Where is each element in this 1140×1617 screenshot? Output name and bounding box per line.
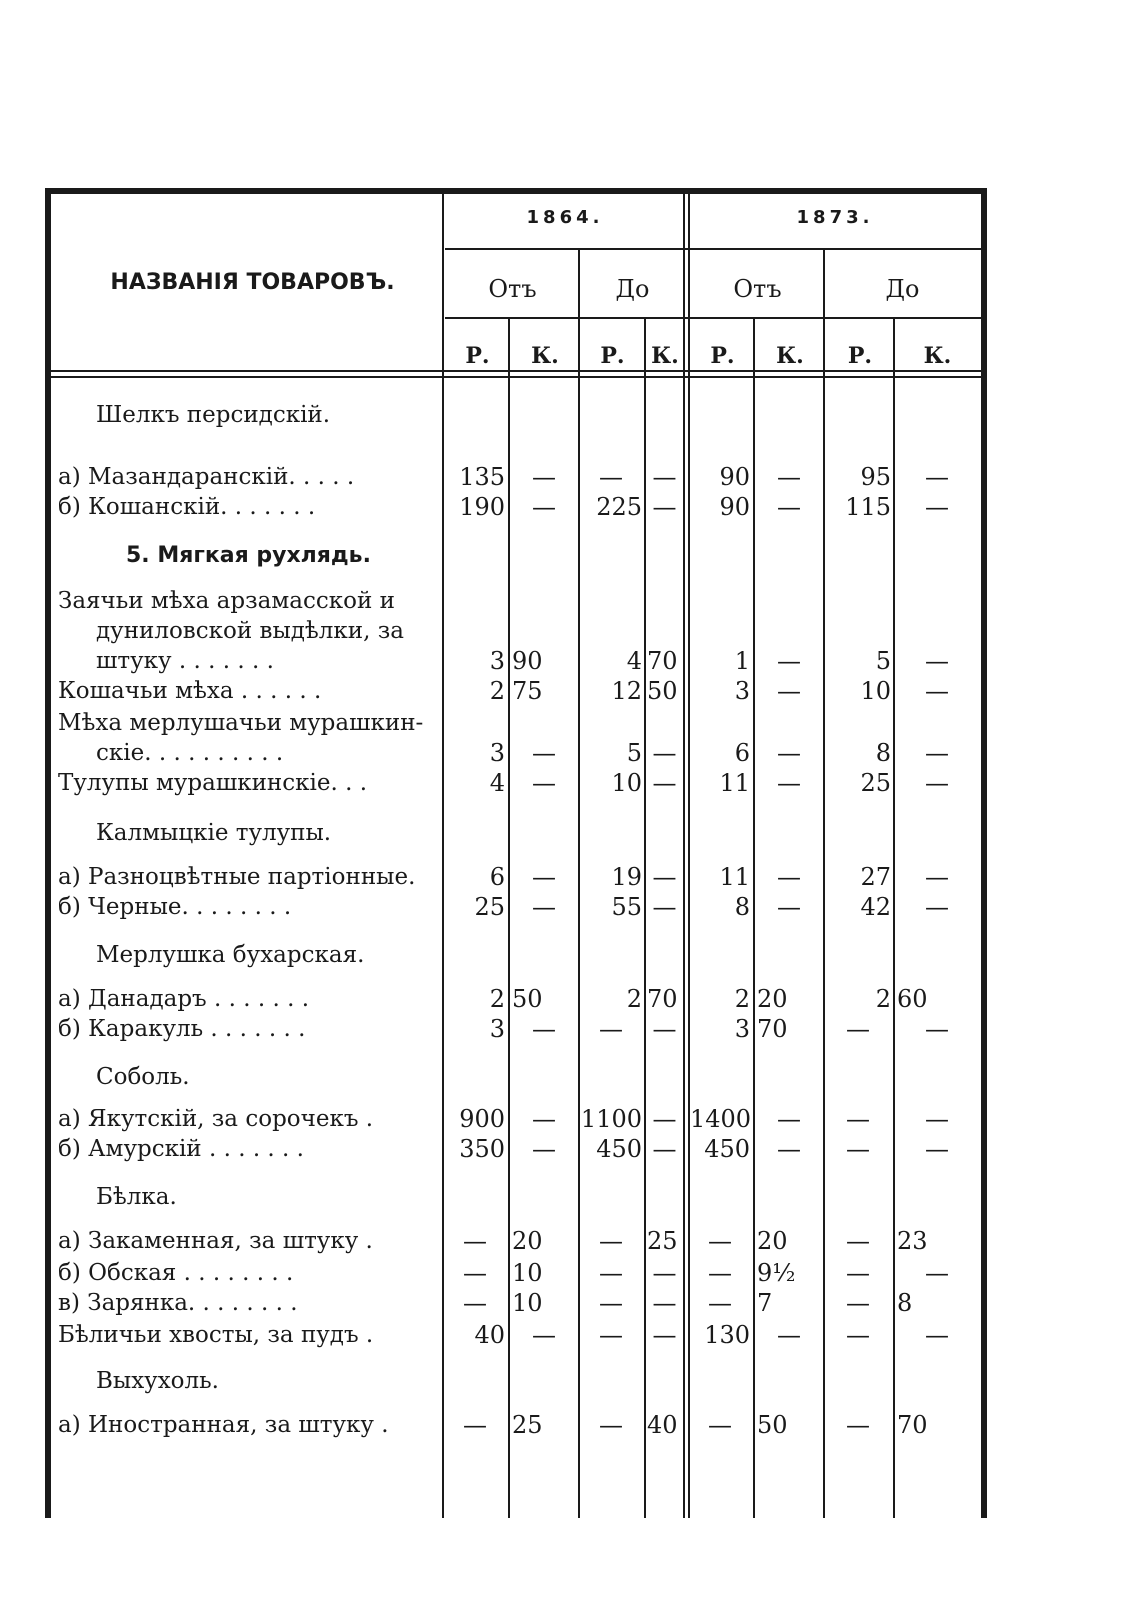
table-row — [0, 1062, 1140, 1093]
rubles-cell: 3 — [489, 739, 505, 767]
table-row — [0, 768, 1140, 799]
kop-header: К. — [651, 343, 679, 369]
kopecks-cell: 10 — [512, 1259, 543, 1287]
year-1873-header: 1873. — [796, 207, 874, 228]
item-label: Заячьи мѣха арзамасской и — [58, 588, 395, 614]
rubles-cell: — — [846, 1135, 870, 1163]
rubles-cell: — — [599, 463, 623, 491]
rub-header: Р. — [847, 343, 873, 369]
group-heading: Бѣлка. — [96, 1184, 177, 1210]
rubles-cell: — — [463, 1259, 487, 1287]
table-row — [0, 540, 1140, 571]
item-label: б) Каракуль . . . . . . . — [58, 1016, 306, 1042]
item-label: б) Амурскій . . . . . . . — [58, 1136, 304, 1162]
kopecks-cell: 40 — [647, 1411, 678, 1439]
group-heading: Выхухоль. — [96, 1368, 219, 1394]
kopecks-cell: 25 — [512, 1411, 543, 1439]
kopecks-cell: — — [777, 677, 801, 705]
kop-header: К. — [531, 343, 559, 369]
rubles-cell: 40 — [474, 1321, 505, 1349]
kopecks-cell: 70 — [757, 1015, 788, 1043]
rubles-cell: 25 — [860, 769, 891, 797]
kopecks-cell: — — [925, 893, 949, 921]
from-1864-header: Отъ — [488, 275, 537, 303]
rubles-cell: — — [846, 1105, 870, 1133]
kopecks-cell: — — [925, 1105, 949, 1133]
kopecks-cell: — — [777, 893, 801, 921]
kopecks-cell: — — [532, 1321, 556, 1349]
rubles-cell: — — [599, 1259, 623, 1287]
table-row — [0, 1014, 1140, 1045]
kopecks-cell: — — [777, 463, 801, 491]
rub-header: Р. — [465, 343, 490, 369]
rubles-cell: 4 — [626, 647, 642, 675]
item-label: Кошачьи мѣха . . . . . . — [58, 678, 322, 704]
kopecks-cell: — — [777, 739, 801, 767]
header-double-rule — [51, 376, 981, 378]
kopecks-cell: — — [652, 1015, 677, 1043]
section-title: 5. Мягкая рухлядь. — [126, 543, 371, 568]
rubles-cell: 2 — [489, 677, 505, 705]
item-label: а) Данадаръ . . . . . . . — [58, 986, 310, 1012]
to-1864-header: До — [615, 275, 650, 303]
kopecks-cell: — — [652, 769, 677, 797]
rubles-cell: 42 — [860, 893, 891, 921]
rubles-cell: 90 — [719, 463, 750, 491]
kopecks-cell: — — [925, 863, 949, 891]
kop-header: К. — [776, 343, 804, 369]
kopecks-cell: — — [925, 1259, 949, 1287]
kopecks-cell: 70 — [647, 985, 678, 1013]
rubles-cell: 10 — [611, 769, 642, 797]
rubles-cell: — — [708, 1289, 732, 1317]
rubles-cell: 25 — [474, 893, 505, 921]
rubles-cell: 27 — [860, 863, 891, 891]
header-rule — [445, 248, 981, 250]
table-row — [0, 1134, 1140, 1165]
item-label: Мѣха мерлушачьи мурашкин- — [58, 710, 424, 736]
kopecks-cell: 7 — [757, 1289, 773, 1317]
kopecks-cell: 23 — [897, 1227, 928, 1255]
table-row — [0, 738, 1140, 769]
group-heading: Калмыцкіе тулупы. — [96, 820, 332, 846]
rubles-cell: — — [708, 1227, 732, 1255]
year-1864-header: 1864. — [526, 207, 604, 228]
table-row — [0, 400, 1140, 431]
header-double-rule — [51, 370, 981, 372]
item-label: б) Обская . . . . . . . . — [58, 1260, 294, 1286]
rubles-cell: 90 — [719, 493, 750, 521]
rubles-cell: 350 — [459, 1135, 505, 1163]
rubles-cell: 11 — [719, 769, 750, 797]
kopecks-cell: — — [652, 1135, 677, 1163]
item-label: штуку . . . . . . . — [96, 648, 274, 674]
table-row — [0, 862, 1140, 893]
kopecks-cell: — — [777, 647, 801, 675]
rubles-cell: 55 — [611, 893, 642, 921]
rubles-cell: 450 — [704, 1135, 750, 1163]
item-label: в) Зарянка. . . . . . . . — [58, 1290, 298, 1316]
column-header-goods: НАЗВАНІЯ ТОВАРОВЪ. — [110, 270, 395, 295]
rubles-cell: 2 — [875, 985, 891, 1013]
table-row — [0, 586, 1140, 617]
kopecks-cell: — — [925, 739, 949, 767]
kopecks-cell: — — [652, 493, 677, 521]
rubles-cell: — — [599, 1411, 623, 1439]
kopecks-cell: 90 — [512, 647, 543, 675]
table-row — [0, 1226, 1140, 1257]
table-row — [0, 1258, 1140, 1289]
kopecks-cell: — — [777, 1321, 801, 1349]
table-row — [0, 462, 1140, 493]
rubles-cell: 4 — [489, 769, 505, 797]
table-row — [0, 940, 1140, 971]
table-row — [0, 1320, 1140, 1351]
item-label: б) Черные. . . . . . . . — [58, 894, 292, 920]
kopecks-cell: — — [652, 1105, 677, 1133]
rub-header: Р. — [710, 343, 735, 369]
item-label: Тулупы мурашкинскіе. . . — [58, 770, 368, 796]
rubles-cell: — — [846, 1289, 870, 1317]
rub-header: Р. — [600, 343, 625, 369]
kopecks-cell: — — [532, 893, 556, 921]
item-label: а) Разноцвѣтные партіонные. — [58, 864, 416, 890]
rubles-cell: 3 — [489, 1015, 505, 1043]
rubles-cell: 1 — [734, 647, 750, 675]
kopecks-cell: — — [652, 1321, 677, 1349]
kopecks-cell: — — [652, 739, 677, 767]
rubles-cell: 190 — [459, 493, 505, 521]
table-row — [0, 1104, 1140, 1135]
kopecks-cell: — — [532, 739, 556, 767]
rubles-cell: 1400 — [690, 1105, 752, 1133]
kopecks-cell: — — [652, 1259, 677, 1287]
rubles-cell: 115 — [845, 493, 891, 521]
group-heading: Мерлушка бухарская. — [96, 942, 365, 968]
rubles-cell: — — [599, 1321, 623, 1349]
kopecks-cell: 70 — [897, 1411, 928, 1439]
kopecks-cell: — — [652, 863, 677, 891]
kopecks-cell: 75 — [512, 677, 543, 705]
rubles-cell: — — [463, 1227, 487, 1255]
table-row — [0, 818, 1140, 849]
kopecks-cell: 9½ — [757, 1259, 796, 1287]
kopecks-cell: — — [532, 1105, 556, 1133]
table-row — [0, 1410, 1140, 1441]
rubles-cell: — — [846, 1015, 870, 1043]
kopecks-cell: — — [925, 677, 949, 705]
kopecks-cell: — — [777, 1105, 801, 1133]
kopecks-cell: 50 — [757, 1411, 788, 1439]
rubles-cell: 3 — [489, 647, 505, 675]
kopecks-cell: 20 — [757, 1227, 788, 1255]
kopecks-cell: — — [925, 463, 949, 491]
rubles-cell: — — [599, 1015, 623, 1043]
header-rule — [445, 317, 981, 319]
rubles-cell: 1100 — [580, 1105, 642, 1133]
table-row — [0, 646, 1140, 677]
rubles-cell: 8 — [875, 739, 891, 767]
kopecks-cell: — — [777, 863, 801, 891]
item-label: а) Закаменная, за штуку . — [58, 1228, 373, 1254]
kopecks-cell: — — [777, 493, 801, 521]
kopecks-cell: 10 — [512, 1289, 543, 1317]
item-label: б) Кошанскій. . . . . . . — [58, 494, 316, 520]
kopecks-cell: — — [925, 647, 949, 675]
rubles-cell: 5 — [875, 647, 891, 675]
rubles-cell: — — [599, 1227, 623, 1255]
kopecks-cell: 60 — [897, 985, 928, 1013]
kopecks-cell: — — [532, 493, 556, 521]
rubles-cell: — — [599, 1289, 623, 1317]
group-heading: Соболь. — [96, 1064, 190, 1090]
kopecks-cell: — — [925, 1135, 949, 1163]
table-row — [0, 1182, 1140, 1213]
rubles-cell: — — [846, 1411, 870, 1439]
kopecks-cell: — — [532, 863, 556, 891]
table-frame-top — [45, 188, 987, 194]
table-row — [0, 1288, 1140, 1319]
table-row — [0, 1366, 1140, 1397]
table-row — [0, 616, 1140, 647]
kopecks-cell: 70 — [647, 647, 678, 675]
kopecks-cell: — — [925, 1321, 949, 1349]
item-label: а) Иностранная, за штуку . — [58, 1412, 389, 1438]
rubles-cell: 8 — [734, 893, 750, 921]
rubles-cell: — — [463, 1411, 487, 1439]
kopecks-cell: — — [532, 769, 556, 797]
rubles-cell: 10 — [860, 677, 891, 705]
table-row — [0, 984, 1140, 1015]
rubles-cell: — — [708, 1411, 732, 1439]
kopecks-cell: — — [925, 769, 949, 797]
kopecks-cell: 50 — [647, 677, 678, 705]
table-row — [0, 676, 1140, 707]
kopecks-cell: — — [777, 769, 801, 797]
rubles-cell: 3 — [734, 1015, 750, 1043]
to-1873-header: До — [885, 275, 920, 303]
rubles-cell: 130 — [704, 1321, 750, 1349]
table-row — [0, 892, 1140, 923]
table-row — [0, 708, 1140, 739]
rubles-cell: 135 — [459, 463, 505, 491]
rubles-cell: 19 — [611, 863, 642, 891]
kopecks-cell: — — [532, 463, 556, 491]
rubles-cell: 6 — [734, 739, 750, 767]
item-label: дуниловской выдѣлки, за — [96, 618, 404, 644]
kopecks-cell: — — [652, 1289, 677, 1317]
kopecks-cell: — — [532, 1015, 556, 1043]
rubles-cell: 225 — [596, 493, 642, 521]
rubles-cell: 2 — [626, 985, 642, 1013]
rubles-cell: 95 — [860, 463, 891, 491]
rubles-cell: — — [463, 1289, 487, 1317]
rubles-cell: 12 — [611, 677, 642, 705]
kopecks-cell: — — [652, 893, 677, 921]
rubles-cell: — — [708, 1259, 732, 1287]
item-label: скіе. . . . . . . . . . — [96, 740, 284, 766]
kopecks-cell: 20 — [757, 985, 788, 1013]
rubles-cell: 6 — [489, 863, 505, 891]
rubles-cell: — — [846, 1227, 870, 1255]
rubles-cell: 11 — [719, 863, 750, 891]
rubles-cell: 450 — [596, 1135, 642, 1163]
kopecks-cell: 25 — [647, 1227, 678, 1255]
rubles-cell: 3 — [734, 677, 750, 705]
item-label: Бѣличьи хвосты, за пудъ . — [58, 1322, 374, 1348]
kopecks-cell: — — [925, 1015, 949, 1043]
rubles-cell: 5 — [626, 739, 642, 767]
kopecks-cell: — — [652, 463, 677, 491]
kop-header: К. — [923, 343, 952, 369]
kopecks-cell: 50 — [512, 985, 543, 1013]
item-label: а) Якутскій, за сорочекъ . — [58, 1106, 374, 1132]
kopecks-cell: — — [925, 493, 949, 521]
rubles-cell: 2 — [734, 985, 750, 1013]
kopecks-cell: 8 — [897, 1289, 913, 1317]
rubles-cell: 900 — [459, 1105, 505, 1133]
group-heading: Шелкъ персидскій. — [96, 402, 331, 428]
rubles-cell: — — [846, 1259, 870, 1287]
item-label: а) Мазандаранскій. . . . . — [58, 464, 355, 490]
kopecks-cell: 20 — [512, 1227, 543, 1255]
from-1873-header: Отъ — [733, 275, 782, 303]
kopecks-cell: — — [532, 1135, 556, 1163]
table-row — [0, 492, 1140, 523]
rubles-cell: — — [846, 1321, 870, 1349]
rubles-cell: 2 — [489, 985, 505, 1013]
kopecks-cell: — — [777, 1135, 801, 1163]
